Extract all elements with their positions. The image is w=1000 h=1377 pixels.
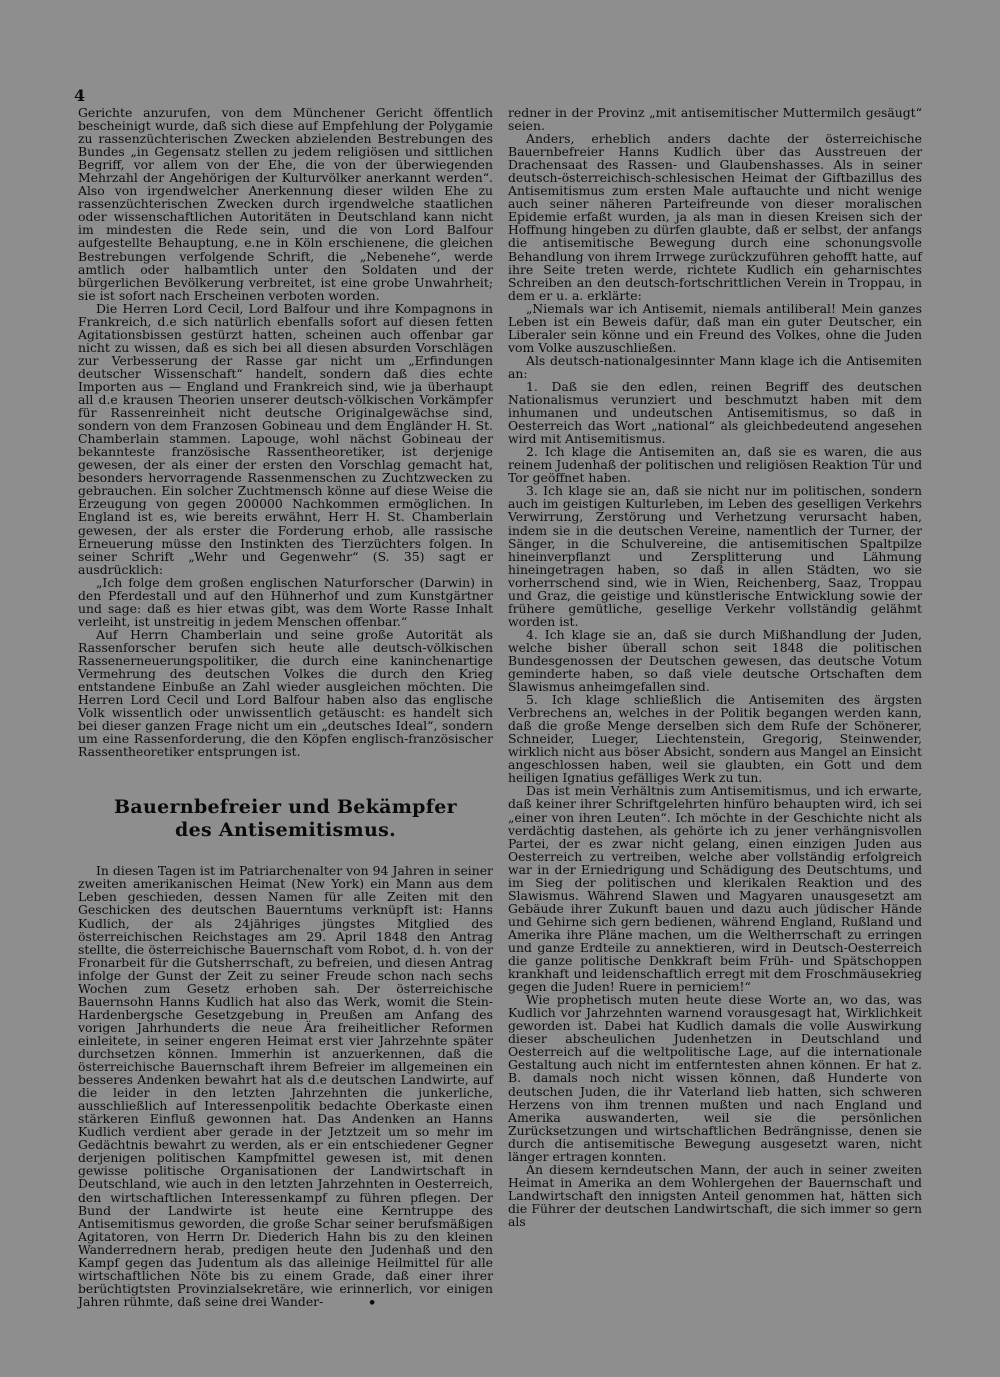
list-item: 4. Ich klage sie an, daß sie durch Mißhandlung der Juden, welche bisher überall schon seit 1848 die politischen Bundesgenossen der Deutschen gewesen, das deutsche Votum geminderte haben, so daß viele deutsche Ortschaften dem Slawismus anheimgefallen sind. — [508, 626, 922, 695]
left-column — [78, 105, 493, 1309]
list-item: 3. Ich klage sie an, daß sie nicht nur im politischen, sondern auch im geistigen Kulturleben, im Leben des geselligen Verkehrs Verwirrung, Zerstörung und Verhetzung verursacht haben, indem sie in die deutschen Vereine, namentlich der Turner, der Sänger, in die Schulvereine, die antisemitischen Spaltpilze hineinverpflanzt und Zersplitterung und Lähmung hineingetragen haben, so daß in allen Städten, wo sie vorherrschend sind, wie in Wien, Reichenberg, Saaz, Troppau und Graz, die geistige und künstlerische Entwicklung sowie der frühere gemütliche, gesellige Verkehr vollständig gelähmt worden ist. — [508, 483, 922, 629]
paragraph: Anders, erheblich anders dachte der österreichische Bauernbefreier Hanns Kudlich über das Ausstreuen der Drachensaat des Rassen- und Glaubenshasses. Als in seiner deutsch-österreichisch-schlesischen Heimat der Giftbazillus des Antisemitismus zum ersten Male auftauchte und nicht wenige auch seiner näheren Parteifreunde von dieser moralischen Epidemie erfaßt wurden, ja als man in diesen Kreisen sich der Hoffnung hingeben zu dürfen glaubte, daß er selbst, der anfangs die antisemitische Bewegung durch eine schonungsvolle Behandlung von ihrem Irrwege zurückzuführen gehofft hatte, auf ihre Seite treten werde, richtete Kudlich ein geharnischtes Schreiben an den deutsch-fortschrittlichen Verein in Troppau, in dem er u. a. erklärte: — [508, 131, 922, 303]
paragraph: redner in der Provinz „mit antisemitischer Muttermilch gesäugt“ seien. — [508, 105, 922, 134]
paragraph: Die Herren Lord Cecil, Lord Balfour und ihre Kompagnons in Frankreich, d.e sich natürlich ebenfalls sofort auf diesen fetten Agitationsbissen gestürzt hatten, scheinen auch offenbar gar nicht zu wissen, daß es sich bei all diesen absurden Vorschlägen zur Verbesserung der Rasse gar nicht um „Erfindungen deutscher Wissenschaft“ handelt, sondern daß dies echte Importen aus — England und Frankreich sind, wie ja überhaupt all d.e krausen Theorien unserer deutsch-völkischen Vorkämpfer für Rassenreinheit nicht deutsche Originalgewächse sind, sondern von dem Franzosen Gobineau und dem Engländer H. St. Chamberlain stammen. Lapouge, wohl nächst Gobineau der bekannteste französische Rassentheoretiker, ist derjenige gewesen, der als einer der ersten den Vorschlag gemacht hat, besonders hervorragende Rassenmenschen zu Zuchtzwecken zu gebrauchen. Ein solcher Zuchtmensch könne auf diese Weise die Erzeugung von gegen 200000 Nachkommen ermöglichen. In England ist es, wie bereits erwähnt, Herr H. St. Chamberlain gewesen, der als erster die Forderung erhob, alle rassische Erneuerung müsse den Instinkten des Tierzüchters folgen. In seiner Schrift „Wehr und Gegenwehr“ (S. 35) sagt er ausdrücklich: — [78, 300, 493, 577]
paragraph: Gerichte anzurufen, von dem Münchener Gericht öffentlich bescheinigt wurde, daß sich diese auf Empfehlung der Polygamie zu rassenzüchterischen Zwecken abzielenden Bestrebungen des Bundes „in Gegensatz stellen zu jedem religiösen und sittlichen Begriff, vor allem von der Ehe, die von der überwiegenden Mehrzahl der Angehörigen der Kulturvölker anerkannt werden“. Also von irgendwelcher Anerkennung dieser wilden Ehe zu rassenzüchterischen Zwecken durch irgendwelche staatlichen oder wissenschaftlichen Autoritäten in Deutschland kann nicht im mindesten die Rede sein, und die von Lord Balfour aufgestellte Behauptung, e.ne in Köln erschienene, die gleichen Bestrebungen verfolgende Schrift, die „Nebenehe“, werde amtlich oder halbamtlich unter den Soldaten und der bürgerlichen Bevölkerung verbreitet, ist eine grobe Unwahrheit; sie ist sofort nach Erscheinen verboten worden. — [78, 105, 493, 303]
paragraph: An diesem kerndeutschen Mann, der auch in seiner zweiten Heimat in Amerika an dem Wohlergehen der Bauernschaft und Landwirtschaft den innigsten Anteil genommen hat, hätten sich die Führer der deutschen Landwirtschaft, die sich immer so gern als — [508, 1161, 922, 1229]
list-item: 1. Daß sie den edlen, reinen Begriff des deutschen Nationalismus verunziert und beschmutzt haben mit dem inhumanen und undeutschen Antisemitismus, so daß in Oesterreich das Wort „national“ als gleichbedeutend angesehen wird mit Antisemitismus. — [508, 378, 922, 447]
quote-paragraph: „Ich folge dem großen englischen Naturforscher (Darwin) in den Pferdestall und auf den Hühnerhof und zum Kunstgärtner und sage: daß es hier etwas gibt, was dem Worte Rasse Inhalt verleiht, ist unstreitig in jedem Menschen offenbar.“ — [78, 574, 493, 629]
paragraph: Wie prophetisch muten heute diese Worte an, wo das, was Kudlich vor Jahrzehnten warnend vorausgesagt hat, Wirklichkeit geworden ist. Dabei hat Kudlich damals die volle Auswirkung dieser abscheulichen Judenhetzen in Deutschland und Oesterreich auf die weltpolitische Lage, auf die internationale Gestaltung auch nicht im entferntesten ahnen können. Er hat z. B. damals noch nicht wissen können, daß Hunderte von deutschen Juden, die ihr Vaterland lieb hatten, sich schweren Herzens von ihm trennen mußten und nach England und Amerika auswanderten, weil sie die persönlichen Zurücksetzungen und wirtschaftlichen Bedrängnisse, denen sie durch die antisemitische Bewegung ausgesetzt waren, nicht länger ertragen konnten. — [508, 992, 922, 1164]
quote-paragraph: „Niemals war ich Antisemit, niemals antiliberal! Mein ganzes Leben ist ein Beweis dafür, daß man ein guter Deutscher, ein Liberaler sein könne und ein Freund des Volkes, ohne die Juden vom Volke auszuschließen. — [508, 300, 922, 355]
headline-line: Bauernbefreier und Bekämpfer — [114, 796, 457, 819]
paragraph: Das ist mein Verhältnis zum Antisemitismus, und ich erwarte, daß keiner ihrer Schriftgelehrten hinfüro behaupten wird, ich sei „einer von ihren Leuten“. Ich möchte in der Geschichte nicht als verdächtig dastehen, als gehörte ich zu jener verhängnisvollen Partei, der es zwar nicht gelang, einen einzigen Juden aus Oesterreich zu vertreiben, welche aber vollständig erfolgreich war in der Erniedrigung und Schädigung des Deutschtums, und im Sieg der politischen und klerikalen Reaktion und des Slawismus. Während Slawen und Magyaren unausgesetzt am Gebäude ihrer Zukunft bauen und dazu auch jüdischer Hände und Gehirne sich gern bedienen, während England, Rußland und Amerika ihre Pläne machen, um die Weltherrschaft zu erringen und ganze Erdteile zu annektieren, wird in Deutsch-Oesterreich die ganze politische Denkkraft beim Früh- und Spätschoppen krankhaft und leidenschaftlich erregt mit dem Froschmäusekrieg gegen die Juden! Ruere in perniciem!“ — [508, 783, 922, 995]
paragraph: In diesen Tagen ist im Patriarchenalter von 94 Jahren in seiner zweiten amerikanischen Heimat (New York) ein Mann aus dem Leben geschieden, dessen Namen für alle Zeiten mit den Geschicken des deutschen Bauerntums verknüpft ist: Hanns Kudlich, der als 24jähriges jüngstes Mitglied des österreichischen Reichstages am 29. April 1848 den Antrag stellte, die österreichische Bauernschaft vom Robot, d. h. von der Fronarbeit für die Gutsherrschaft, zu befreien, und diesen Antrag infolge der Gunst der Zeit zu seiner Freude schon nach sechs Wochen zum Gesetz erhoben sah. Der österreichische Bauernsohn Hanns Kudlich hat also das Werk, womit die Stein-Hardenbergsche Gesetzgebung in Preußen am Anfang des vorigen Jahrhunderts die neue Ära freiheitlicher Reformen einleitete, in seiner engeren Heimat erst vier Jahrzehnte später durchsetzen können. Immerhin ist anzuerkennen, daß die österreichische Bauernschaft ihrem Befreier im allgemeinen ein besseres Andenken bewahrt hat als d.e deutschen Landwirte, auf die leider in den letzten Jahrzehnten die junkerliche, ausschließlich auf Interessenpolitik bedachte Oberkaste einen stärkeren Einfluß gewonnen hat. Das Andenken an Hanns Kudlich verdient aber gerade in der Jetztzeit um so mehr im Gedächtnis bewahrt zu werden, als er ein entschiedener Gegner derjenigen politischen Kampfmittel gewesen ist, mit denen gewisse politische Organisationen der Landwirtschaft in Deutschland, wie auch in den letzten Jahrzehnten in Oesterreich, den wirtschaftlichen Interessenkampf zu führen pflegen. Der Bund der Landwirte ist heute eine Kerntruppe des Antisemitismus geworden, die große Schar seiner berufsmäßigen Agitatoren, von Herrn Dr. Diederich Hahn bis zu den kleinen Wanderrednern herab, predigen heute den Judenhaß und den Kampf gegen das Judentum als das alleinige Heilmittel für alle wirtschaftlichen Nöte bis zu einem Grade, daß einer ihrer berüchtigtsten Provinzialsekretäre, wie erinnerlich, vor einigen Jahren rühmte, daß seine drei Wander- — [78, 863, 493, 1309]
list-item: 2. Ich klage die Antisemiten an, daß sie es waren, die aus reinem Judenhaß der politischen und religiösen Reaktion Tür und Tor geöffnet haben. — [508, 444, 922, 486]
page-number: 4 — [74, 86, 86, 105]
paragraph: Als deutsch-nationalgesinnter Mann klage ich die Antisemiten an: — [508, 352, 922, 381]
right-column — [508, 106, 922, 1296]
bullet-mark: • — [368, 1296, 377, 1311]
headline-line: des Antisemitismus. — [175, 819, 396, 842]
list-item: 5. Ich klage schließlich die Antisemiten des ärgsten Verbrechens an, welches in der Politik begangen werden kann, daß die große Menge derselben sich dem Rufe der Schönerer, Schneider, Lueger, Liechtenstein, Gregorig, Steinwender, wirklich nicht aus böser Absicht, sondern aus Mangel an Einsicht angeschlossen haben, weil sie glaubten, ein Gott und dem heiligen Ignatius gefälliges Werk zu tun. — [508, 692, 922, 786]
article-headline — [78, 796, 493, 842]
paragraph: Auf Herrn Chamberlain und seine große Autorität als Rassenforscher berufen sich heute alle deutsch-völkischen Rassenerneuerungspolitiker, die durch eine kaninchenartige Vermehrung des deutschen Volkes die durch den Krieg entstandene Einbuße an Zahl wieder ausgleichen möchten. Die Herren Lord Cecil und Lord Balfour haben also das englische Volk wissentlich oder unwissentlich getäuscht: es handelt sich bei dieser ganzen Frage nicht um ein „deutsches Ideal“, sondern um eine Rassenforderung, die den Köpfen englisch-französischer Rassentheoretiker entsprungen ist. — [78, 626, 493, 760]
